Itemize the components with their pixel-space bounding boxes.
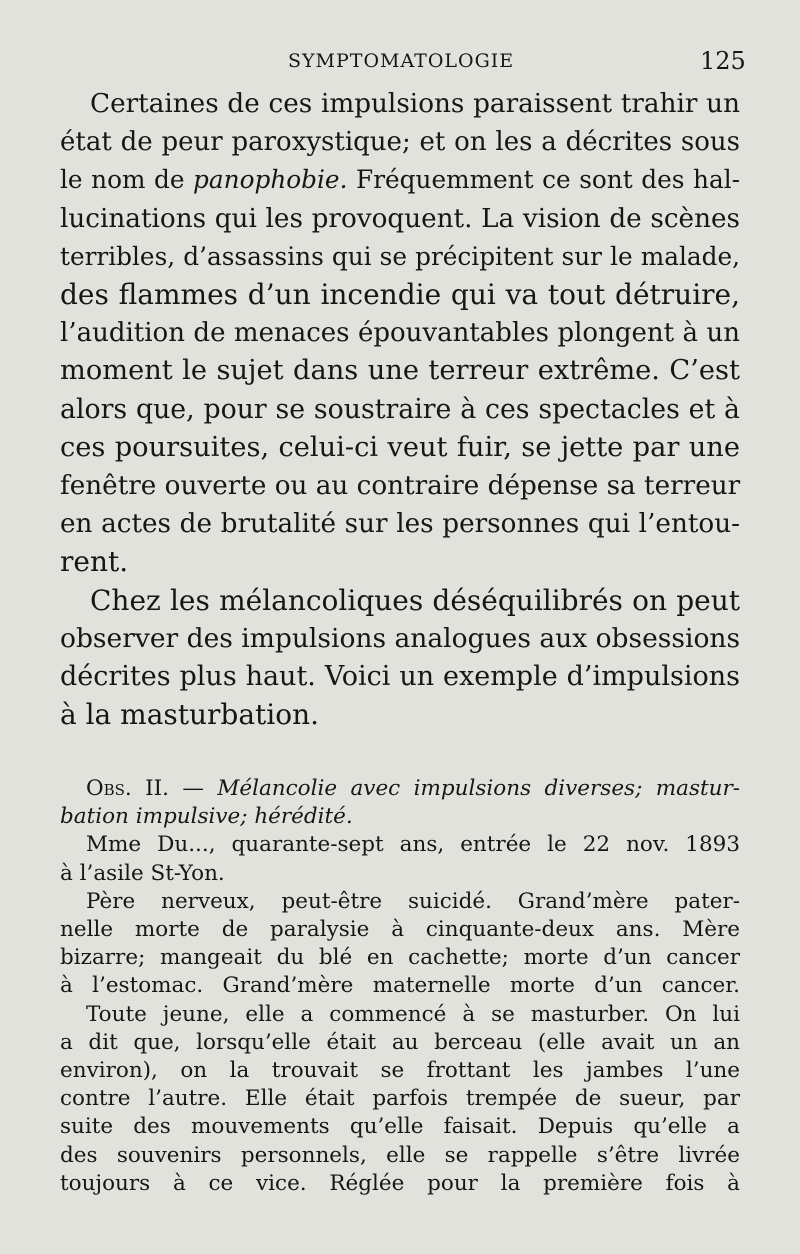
text-line: observer des impulsions analogues aux obsessions	[60, 622, 741, 654]
text-line: environ), on la trouvait se frottant les jambes l’une	[60, 1058, 740, 1084]
observation-paragraph	[60, 1001, 740, 1198]
text-line: état de peur paroxystique; et on les a décrites sous	[60, 127, 740, 158]
text-line: Mme Du..., quarante-sept ans, entrée le 22 nov. 1893	[86, 832, 740, 858]
running-header	[0, 47, 800, 80]
observation-title: bation impulsive; hérédité.	[60, 804, 353, 830]
text-line: bizarre; mangeait du blé en cachette; morte d’un cancer	[60, 945, 740, 971]
text-line: moment le sujet dans une terreur extrême. C’est	[60, 355, 740, 387]
text-line: des souvenirs personnels, elle se rappelle s’être livrée	[60, 1142, 740, 1168]
text-line: l’audition de menaces épouvantables plongent à un	[60, 318, 740, 349]
observation-paragraph	[60, 831, 740, 887]
text-line: à la masturbation.	[60, 698, 320, 732]
text-line: nelle morte de paralysie à cinquante-deux ans. Mère	[60, 917, 740, 943]
text-line: terribles, d’assassins qui se précipitent sur le malade,	[60, 241, 740, 271]
text-line	[60, 161, 740, 199]
text-line: fenêtre ouverte ou au contraire dépense sa terreur	[60, 471, 741, 502]
text-line: Certaines de ces impulsions paraissent trahir un	[90, 89, 740, 119]
text-line: Père nerveux, peut-être suicidé. Grand’mère pater-	[86, 888, 740, 914]
text-line: des flammes d’un incendie qui va tout détruire,	[60, 278, 740, 312]
text-line	[60, 803, 740, 831]
text-line: suite des mouvements qu’elle faisait. Depuis qu’elle a	[60, 1114, 740, 1140]
text-line	[60, 775, 740, 803]
running-title: SYMPTOMATOLOGIE	[288, 50, 515, 72]
page-number: 125	[700, 47, 746, 75]
text-line: à l’asile St-Yon.	[60, 860, 225, 886]
text-line: Chez les mélancoliques déséquilibrés on peut	[90, 583, 740, 617]
text-line: Toute jeune, elle a commencé à se masturber. On lui	[86, 1001, 740, 1027]
text-run: Fréquemment ce sont des hal-	[356, 165, 740, 195]
observation-heading	[60, 775, 740, 831]
text-line: en actes de brutalité sur les personnes qui l’entou-	[60, 509, 740, 540]
main-text	[60, 85, 740, 734]
observation-title: Mélancolie avec impulsions diverses; mastur-	[217, 776, 741, 801]
text-line: décrites plus haut. Voici un exemple d’impulsions	[60, 661, 740, 693]
observation-block	[60, 775, 740, 1198]
text-run: le nom de	[60, 165, 185, 195]
text-line: a dit que, lorsqu’elle était au berceau (elle avait un an	[60, 1029, 740, 1055]
text-line: rent.	[60, 545, 129, 579]
text-line: ces poursuites, celui-ci veut fuir, se jette par une	[60, 431, 740, 463]
paragraph-melancoliques	[60, 582, 740, 735]
paragraph-panophobie	[60, 85, 740, 582]
observation-label: Obs. II. —	[86, 776, 204, 801]
italic-term: panophobie.	[193, 165, 348, 195]
text-line: toujours à ce vice. Réglée pour la première fois à	[60, 1170, 740, 1196]
observation-paragraph	[60, 888, 740, 1001]
text-line: contre l’autre. Elle était parfois trempée de sueur, par	[60, 1086, 740, 1112]
text-line: lucinations qui les provoquent. La vision de scènes	[60, 203, 740, 234]
text-line: à l’estomac. Grand’mère maternelle morte d’un cancer.	[60, 973, 740, 999]
text-line: alors que, pour se soustraire à ces spectacles et à	[60, 393, 740, 425]
